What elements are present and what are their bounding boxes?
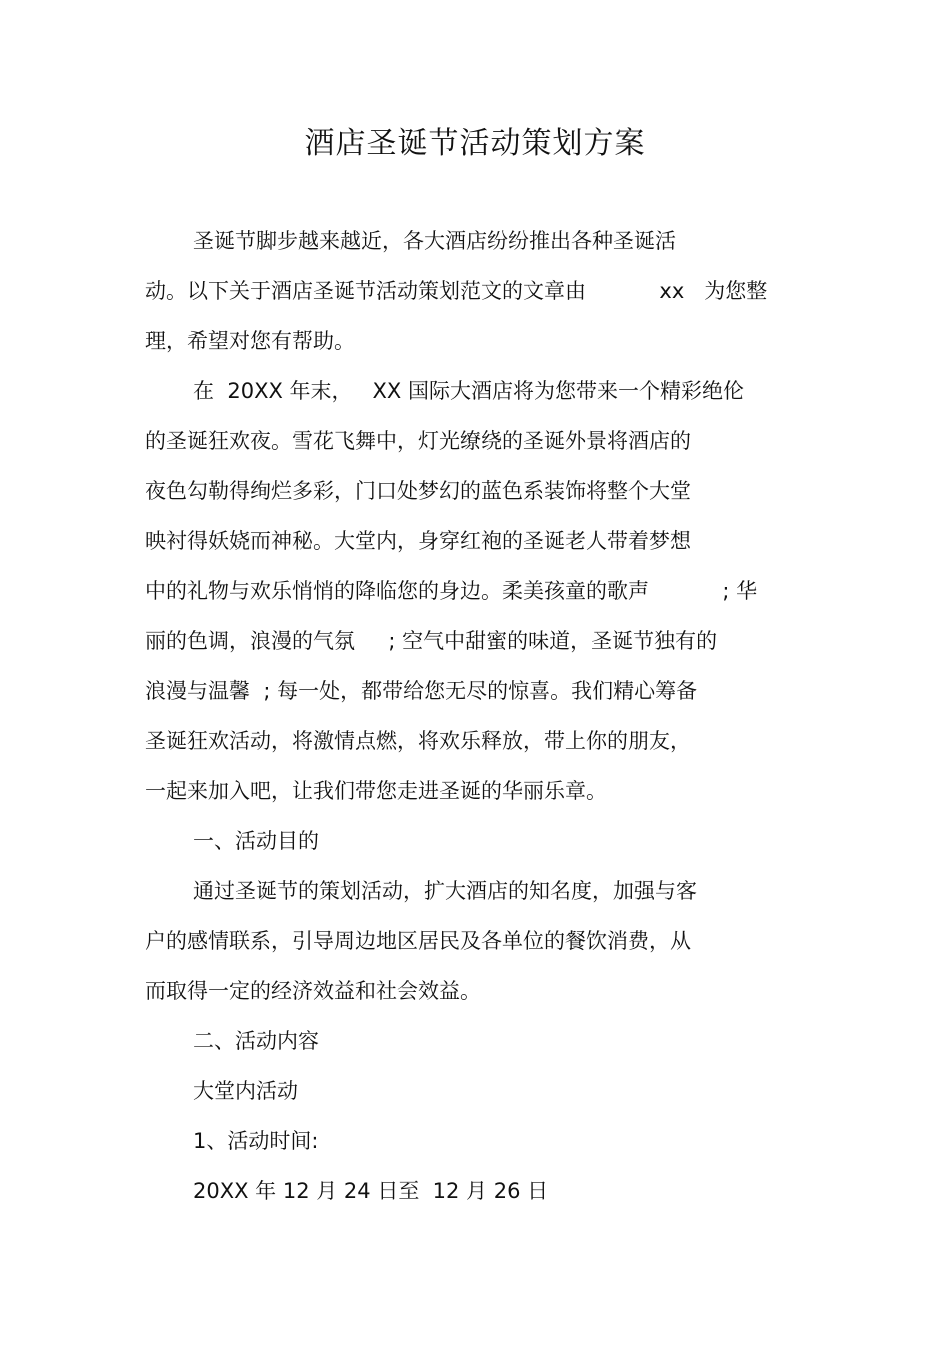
paragraph-line: 理，希望对您有帮助。 bbox=[145, 329, 355, 353]
paragraph-line: 而取得一定的经济效益和社会效益。 bbox=[145, 979, 481, 1003]
paragraph-line: 一起来加入吧，让我们带您走进圣诞的华丽乐章。 bbox=[145, 779, 607, 803]
paragraph-line: 丽的色调，浪漫的气氛 ; 空气中甜蜜的味道，圣诞节独有的 bbox=[145, 629, 718, 653]
paragraph-line: 通过圣诞节的策划活动，扩大酒店的知名度，加强与客 bbox=[193, 879, 697, 903]
paragraph-line: 夜色勾勒得绚烂多彩，门口处梦幻的蓝色系装饰将整个大堂 bbox=[145, 479, 691, 503]
item-activity-time-value: 20XX 年 12 月 24 日至 12 月 26 日 bbox=[193, 1179, 549, 1203]
paragraph-line: 圣诞节脚步越来越近，各大酒店纷纷推出各种圣诞活 bbox=[193, 229, 676, 253]
paragraph-line: 映衬得妖娆而神秘。大堂内，身穿红袍的圣诞老人带着梦想 bbox=[145, 529, 691, 553]
section-heading-content: 二、活动内容 bbox=[193, 1029, 319, 1053]
item-activity-time-label: 1、活动时间: bbox=[193, 1129, 319, 1153]
section-heading-purpose: 一、活动目的 bbox=[193, 829, 319, 853]
paragraph-line: 浪漫与温馨 ; 每一处，都带给您无尽的惊喜。我们精心筹备 bbox=[145, 679, 698, 703]
paragraph-line: 动。以下关于酒店圣诞节活动策划范文的文章由 xx 为您整 bbox=[145, 279, 768, 303]
subheading-lobby-activities: 大堂内活动 bbox=[193, 1079, 298, 1103]
paragraph-line: 圣诞狂欢活动，将激情点燃，将欢乐释放，带上你的朋友， bbox=[145, 729, 691, 753]
paragraph-line: 在 20XX 年末， XX 国际大酒店将为您带来一个精彩绝伦 bbox=[193, 379, 744, 403]
document-title: 酒店圣诞节活动策划方案 bbox=[304, 126, 646, 161]
paragraph-line: 户的感情联系，引导周边地区居民及各单位的餐饮消费，从 bbox=[145, 929, 691, 953]
paragraph-line: 的圣诞狂欢夜。雪花飞舞中，灯光缭绕的圣诞外景将酒店的 bbox=[145, 429, 691, 453]
paragraph-line: 中的礼物与欢乐悄悄的降临您的身边。柔美孩童的歌声 ; 华 bbox=[145, 579, 758, 603]
